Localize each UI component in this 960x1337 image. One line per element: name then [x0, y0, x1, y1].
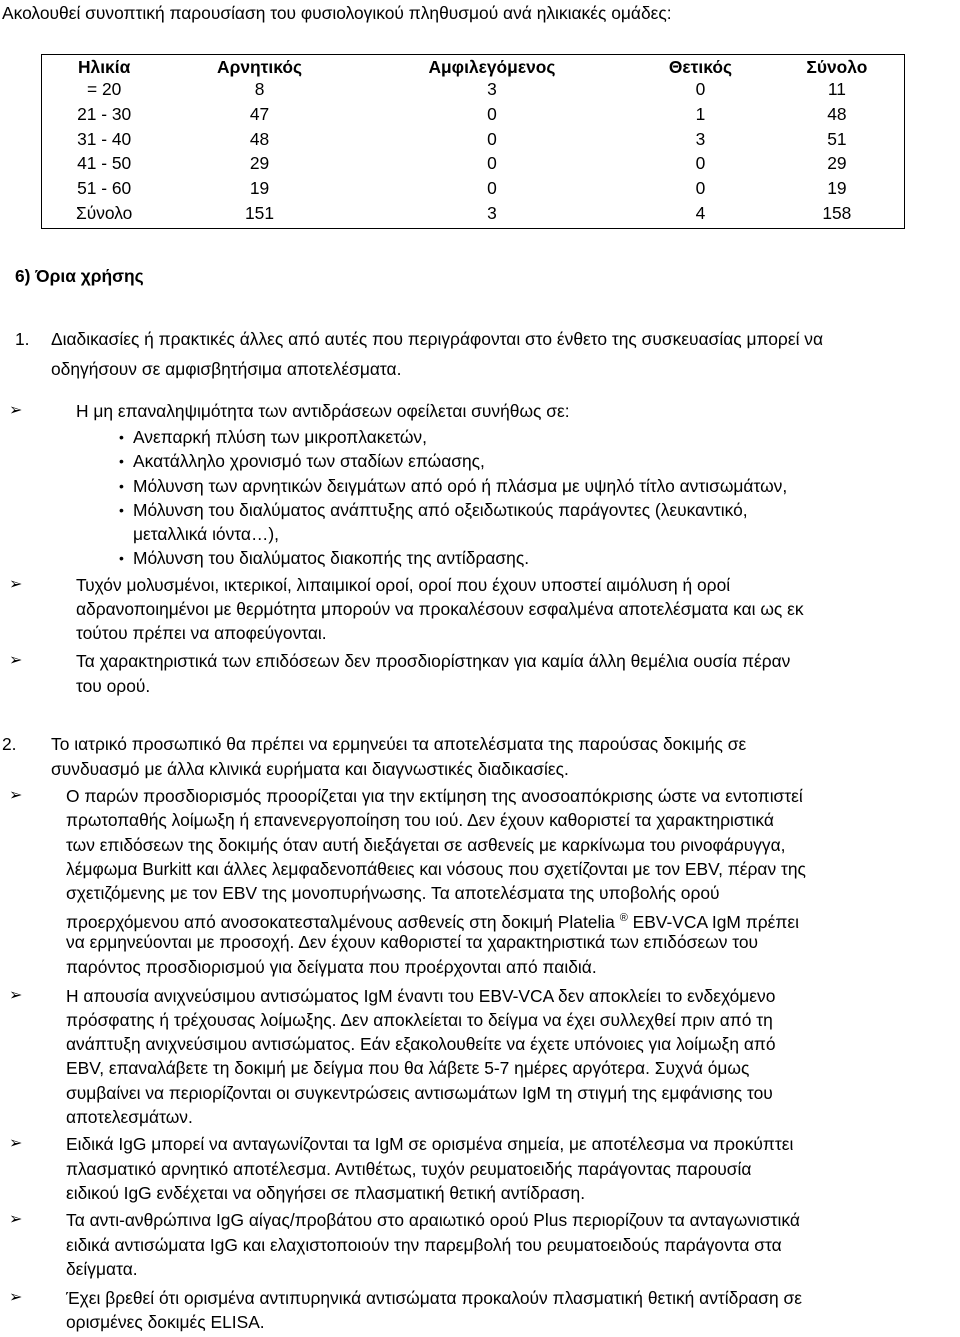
arrow-d-line — [66, 908, 799, 932]
table-cell: 41 - 50 — [77, 153, 132, 174]
arrow-bullet-icon: ➢ — [9, 787, 23, 804]
arrow-b-line: Τυχόν μολυσμένοι, ικτερικοί, λιπαιμικοί οροί, οροί που έχουν υποστεί αιμόλυση ή οροί — [76, 575, 731, 595]
table-row — [42, 153, 905, 178]
arrow-b-line: αδρανοποιημένοι με θερμότητα μπορούν να προκαλέσουν εσφαλμένα αποτελέσματα και ως εκ — [76, 599, 804, 619]
list-item: Ακατάλληλο χρονισμό των σταδίων επώασης, — [133, 451, 485, 471]
arrow-bullet-icon: ➢ — [9, 1135, 23, 1152]
arrow-c-line: του ορού. — [76, 676, 151, 696]
table-cell: 48 — [827, 103, 847, 124]
table-cell: 0 — [695, 178, 706, 199]
arrow-f-line: ειδικού IgG ενδέχεται να οδηγήσει σε πλασματική θετική αντίδραση. — [66, 1183, 586, 1203]
arrow-e-line: EBV, επαναλάβετε τη δοκιμή με δείγμα που θα λάβετε 5-7 ημέρες αργότερα. Συχνά όμως — [66, 1058, 750, 1078]
table-cell: 19 — [827, 178, 847, 199]
table-cell: 151 — [245, 203, 275, 224]
arrow-d-line: Ο παρών προσδιορισμός προορίζεται για την εκτίμηση της ανοσοαπόκρισης ώστε να εντοπιστεί — [66, 786, 803, 806]
list-item: Μόλυνση των αρνητικών δειγμάτων από ορό ή πλάσμα με υψηλό τίτλο αντισωμάτων, — [133, 476, 788, 496]
table-header-row — [42, 55, 905, 80]
item-1-number: 1. — [15, 329, 30, 349]
item-1-line: οδηγήσουν σε αμφισβητήσιμα αποτελέσματα. — [51, 359, 402, 379]
item-2-number: 2. — [2, 734, 17, 754]
item-2-line: Το ιατρικό προσωπικό θα πρέπει να ερμηνεύει τα αποτελέσματα της παρούσας δοκιμής σε — [51, 734, 747, 754]
bullet-icon: • — [119, 478, 124, 494]
item-2-line: συνδυασμό με άλλα κλινικά ευρήματα και διαγνωστικές διαδικασίες. — [51, 759, 569, 779]
table-cell: 3 — [695, 128, 706, 149]
table-cell: 29 — [827, 153, 847, 174]
arrow-g-line: ειδικά αντισώματα IgG και ελαχιστοποιούν την παρεμβολή του ρευματοειδούς παράγοντα στα — [66, 1235, 782, 1255]
table-row-total — [42, 203, 905, 228]
bullet-icon: • — [119, 550, 124, 566]
bullet-icon: • — [119, 502, 124, 518]
bullet-icon: • — [119, 453, 124, 469]
arrow-h-line: Έχει βρεθεί ότι ορισμένα αντιπυρηνικά αντισώματα προκαλούν πλασματική θετική αντίδραση σε — [66, 1288, 803, 1308]
arrow-g-line: Τα αντι-ανθρώπινα IgG αίγας/προβάτου στο αραιωτικό ορού Plus περιορίζουν τα ανταγωνιστικά — [66, 1210, 800, 1230]
table-cell: 3 — [487, 203, 497, 224]
arrow-d-line: πρωτοπαθής λοίμωξη ή επανενεργοποίηση του ιού. Δεν έχουν καθοριστεί τα χαρακτηριστικά — [66, 810, 774, 830]
item-1-line: Διαδικασίες ή πρακτικές άλλες από αυτές που περιγράφονται στο ένθετο της συσκευασίας μπορεί να — [51, 329, 824, 349]
header-equivocal: Αμφιλεγόμενος — [428, 56, 556, 77]
table-cell: 21 - 30 — [77, 103, 132, 124]
arrow-d-line: σχετιζόμενης με τον EBV της μονοπυρήνωσης. Τα αποτελέσματα της υποβολής ορού — [66, 883, 720, 903]
table-cell: 4 — [695, 203, 706, 224]
table-row — [42, 178, 905, 203]
table-cell: 3 — [487, 79, 497, 99]
table-cell: 1 — [695, 103, 706, 124]
table-cell: 8 — [254, 79, 265, 99]
header-total: Σύνολο — [806, 56, 868, 77]
population-table — [41, 54, 905, 229]
arrow-d-line: παρόντος προσδιορισμού για δείγματα που προέρχονται από παιδιά. — [66, 957, 597, 977]
bullet-icon: • — [119, 429, 124, 445]
table-cell: 48 — [249, 128, 270, 149]
table-cell: 11 — [827, 79, 846, 99]
table-cell: 19 — [249, 178, 270, 199]
table-cell: 0 — [487, 128, 497, 149]
header-positive: Θετικός — [668, 56, 733, 77]
arrow-h-line: ορισμένες δοκιμές ELISA. — [66, 1312, 265, 1332]
arrow-c-line: Τα χαρακτηριστικά των επιδόσεων δεν προσδιορίστηκαν για καμία άλλη θεμέλια ουσία πέραν — [76, 651, 791, 671]
arrow-bullet-icon: ➢ — [9, 576, 23, 593]
intro-text: Ακολουθεί συνοπτική παρουσίαση του φυσιολογικού πληθυσμού ανά ηλικιακές ομάδες: — [2, 3, 672, 23]
table-row — [42, 129, 905, 154]
table-cell: 0 — [487, 153, 497, 174]
arrow-e-line: ανάπτυξη ανιχνεύσιμου αντισώματος. Εάν εξακολουθείτε να έχετε υπόνοιες για λοίμωξη από — [66, 1034, 776, 1054]
table-row — [42, 104, 905, 129]
list-item-continuation: μεταλλικά ιόντα…), — [133, 524, 279, 544]
arrow-e-line: πρόσφατης ή τρέχουσας λοίμωξης. Δεν αποκλείεται το δείγμα να έχει συλλεχθεί πριν από τη — [66, 1010, 773, 1030]
table-cell: Σύνολο — [75, 203, 133, 224]
arrow-bullet-icon: ➢ — [9, 987, 23, 1004]
table-cell: 51 — [827, 128, 847, 149]
table-cell: = 20 — [86, 79, 122, 99]
list-item: Μόλυνση του διαλύματος διακοπής της αντίδρασης. — [133, 548, 530, 568]
table-cell: 0 — [487, 178, 497, 199]
arrow-b-line: τούτου πρέπει να αποφεύγονται. — [76, 623, 327, 643]
registered-trademark: ® — [619, 912, 628, 924]
table-cell: 0 — [695, 79, 706, 99]
header-age: Ηλικία — [78, 56, 131, 77]
table-cell: 47 — [249, 103, 270, 124]
arrow-bullet-icon: ➢ — [9, 1289, 23, 1306]
arrow-d-line: λέμφωμα Burkitt και άλλες λεμφαδενοπάθειες και νόσους που σχετίζονται με τον EBV, πέραν της — [66, 859, 806, 879]
list-item: Μόλυνση του διαλύματος ανάπτυξης από οξειδωτικούς παράγοντες (λευκαντικό, — [133, 500, 748, 520]
arrow-g-line: δείγματα. — [66, 1259, 138, 1279]
table-row — [42, 79, 905, 104]
arrow-e-line: Η απουσία ανιχνεύσιμου αντισώματος IgM έναντι του EBV-VCA δεν αποκλείει το ενδεχόμενο — [66, 986, 776, 1006]
table-cell: 31 - 40 — [77, 128, 132, 149]
arrow-d-line: των επιδόσεων της δοκιμής όταν αυτή διεξάγεται σε ασθενείς με καρκίνωμα του ρινοφάρυγγα, — [66, 835, 786, 855]
table-cell: 158 — [822, 203, 852, 224]
table-cell: 0 — [487, 103, 497, 124]
arrow-e-line: συμβαίνει να περιορίζονται οι συγκεντρώσεις αντισωμάτων IgM τη στιγμή της εμφάνισης του — [66, 1083, 773, 1103]
arrow-d-line-end: EBV-VCA IgM πρέπει — [632, 911, 799, 932]
arrow-bullet-icon: ➢ — [9, 1211, 23, 1228]
arrow-f-line: πλασματικό αρνητικό αποτέλεσμα. Αντιθέτως, τυχόν ρευματοειδής παράγοντας παρουσία — [66, 1159, 752, 1179]
arrow-d-line-start: προερχόμενου από ανοσοκατεσταλμένους ασθενείς στη δοκιμή Platelia — [66, 911, 615, 932]
table-cell: 0 — [695, 153, 706, 174]
table-cell: 29 — [249, 153, 270, 174]
header-negative: Αρνητικός — [217, 56, 303, 77]
arrow-bullet-icon: ➢ — [9, 652, 23, 669]
section-title: 6) Όρια χρήσης — [15, 266, 144, 286]
arrow-bullet-icon: ➢ — [9, 402, 23, 419]
table-cell: 51 - 60 — [77, 178, 132, 199]
arrow-e-line: αποτελεσμάτων. — [66, 1107, 193, 1127]
arrow-f-line: Ειδικά IgG μπορεί να ανταγωνίζονται τα IgM σε ορισμένα σημεία, με αποτέλεσμα να προκύπτει — [66, 1134, 794, 1154]
arrow-a-text: Η μη επαναληψιμότητα των αντιδράσεων οφείλεται συνήθως σε: — [76, 401, 570, 421]
list-item: Ανεπαρκή πλύση των μικροπλακετών, — [133, 427, 427, 447]
arrow-d-line: να ερμηνεύονται με προσοχή. Δεν έχουν καθοριστεί τα χαρακτηριστικά των επιδόσεων του — [66, 932, 759, 952]
